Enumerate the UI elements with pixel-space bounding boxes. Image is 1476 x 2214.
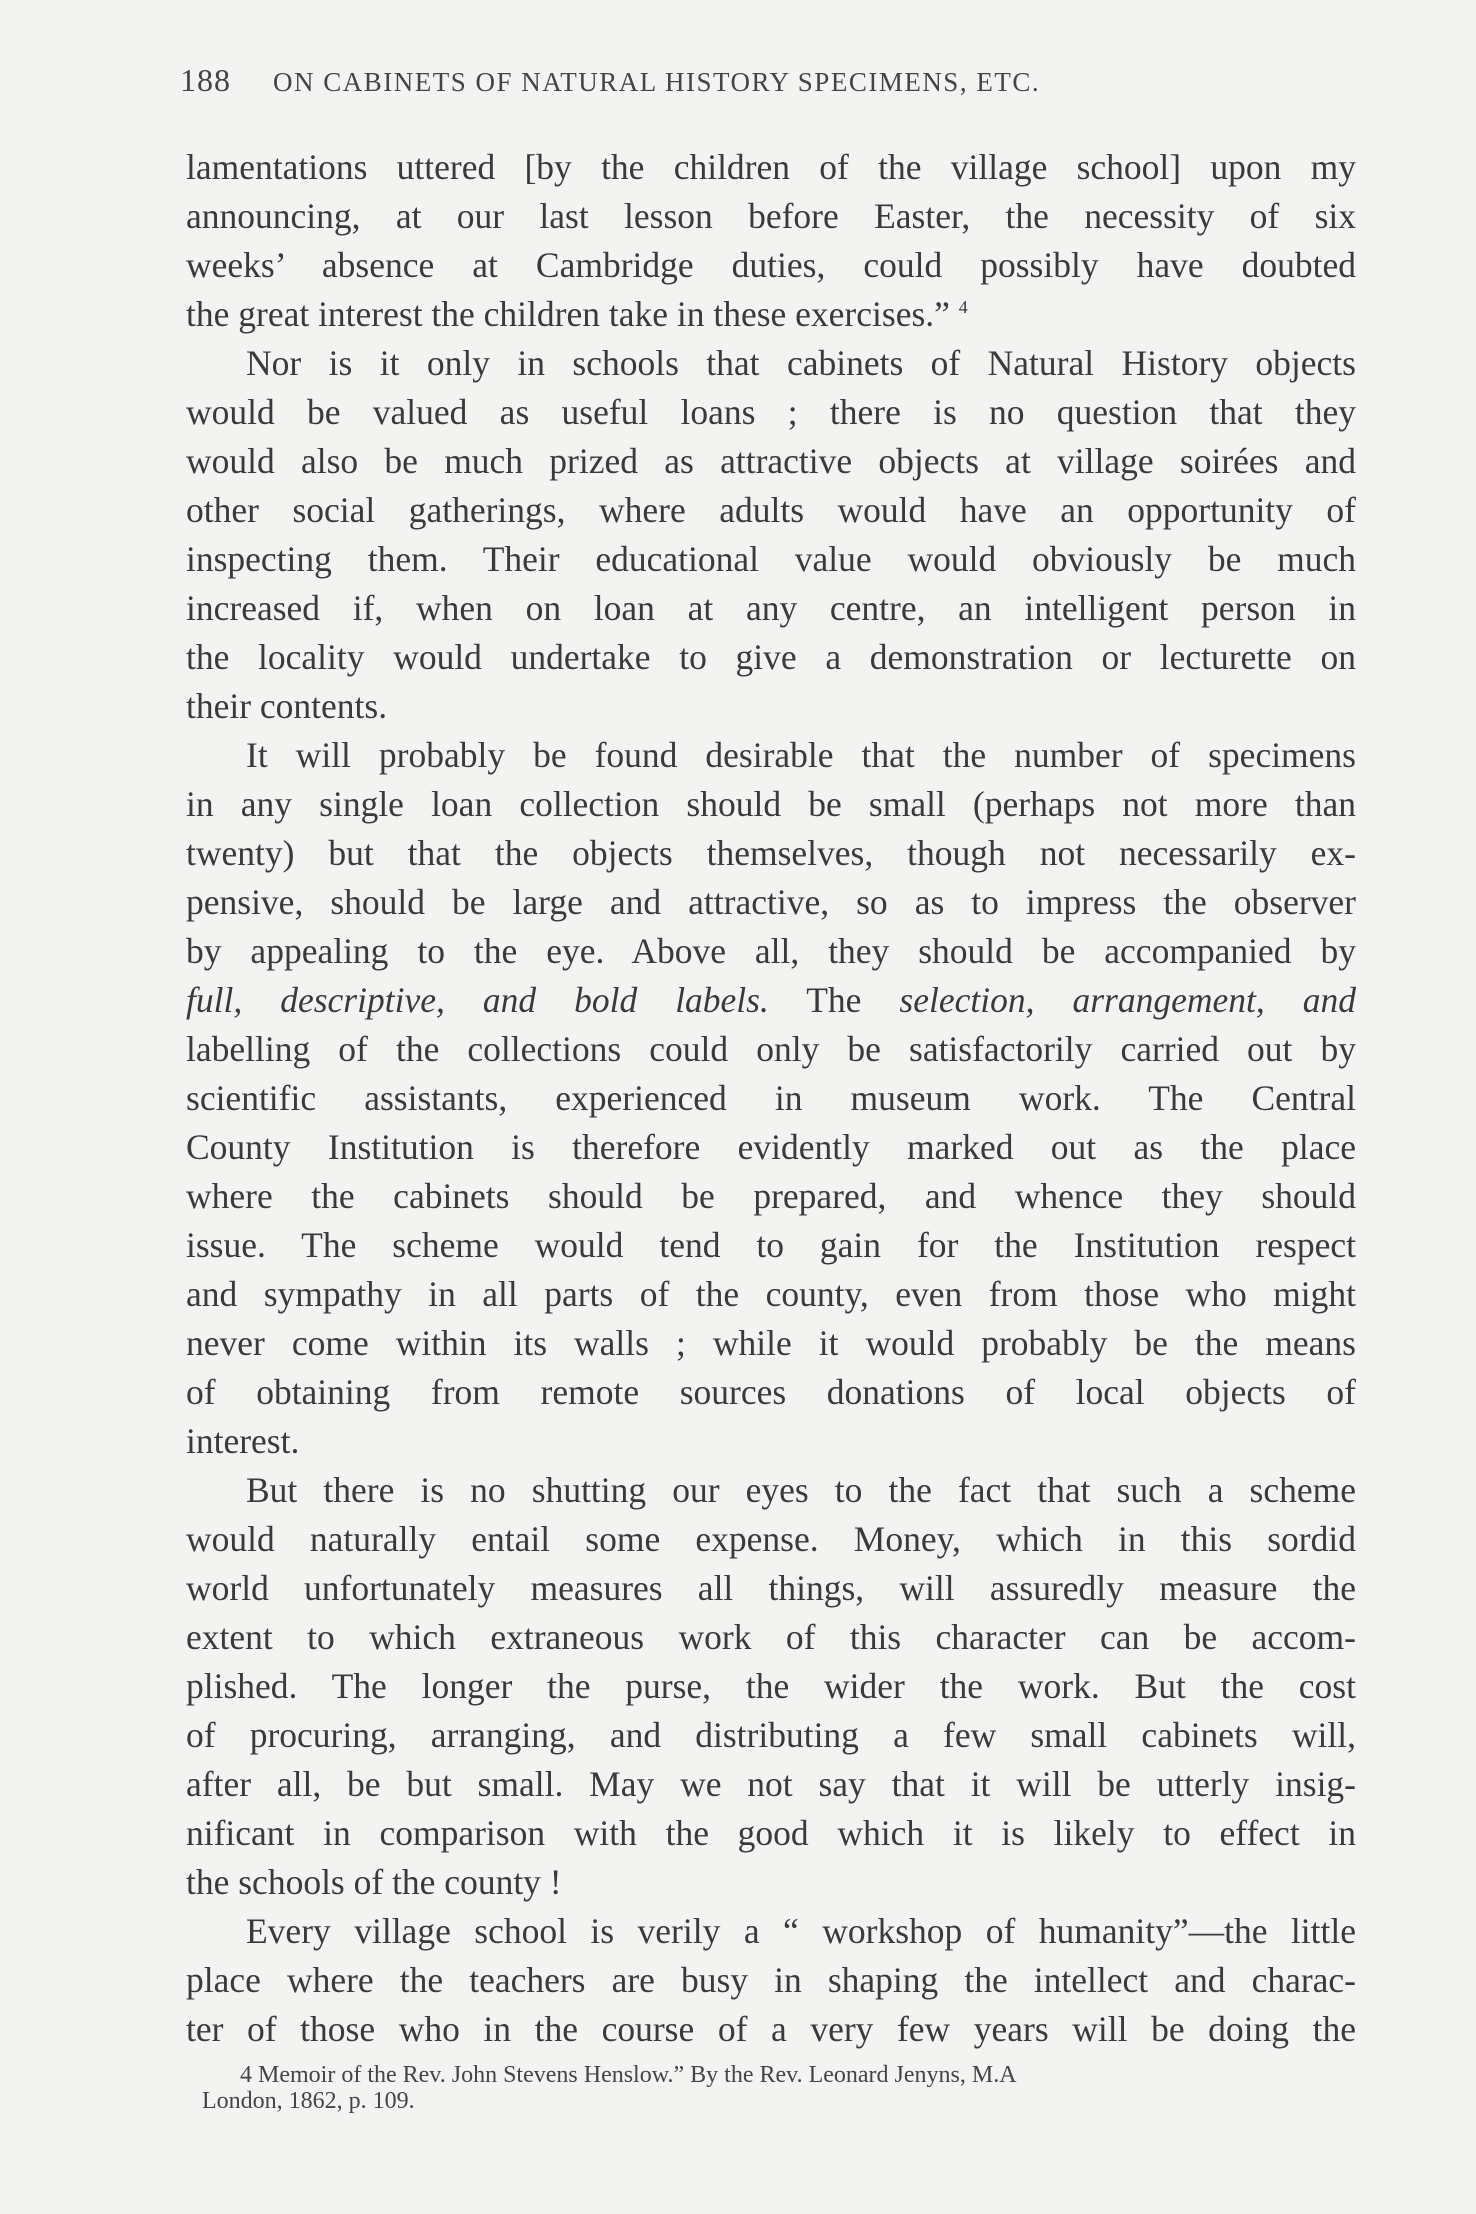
text-line: scientific assistants, experienced in museum work. The Central [186, 1078, 1356, 1118]
text-line: extent to which extraneous work of this character can be accom- [186, 1617, 1356, 1657]
text-line: of procuring, arranging, and distributing a few small cabinets will, [186, 1715, 1356, 1755]
paragraph-4 [186, 1466, 1356, 1907]
text-line: labelling of the collections could only be satisfactorily carried out by [186, 1029, 1356, 1069]
running-title: ON CABINETS OF NATURAL HISTORY SPECIMENS, ETC. [273, 67, 1041, 97]
text-line: would be valued as useful loans ; there is no question that they [186, 392, 1356, 432]
text-line: But there is no shutting our eyes to the fact that such a scheme [246, 1470, 1356, 1510]
text-line: after all, be but small. May we not say that it will be utterly insig- [186, 1764, 1356, 1804]
text-line: Nor is it only in schools that cabinets of Natural History objects [246, 343, 1356, 383]
text-line: Every village school is verily a “ workshop of humanity”—the little [246, 1911, 1356, 1951]
running-header [180, 62, 1360, 99]
text-line: It will probably be found desirable that the number of specimens [246, 735, 1356, 775]
italic-text: full, descriptive, and bold labels. [186, 980, 769, 1020]
text-line: plished. The longer the purse, the wider the work. But the cost [186, 1666, 1356, 1706]
text-line: issue. The scheme would tend to gain for the Institution respect [186, 1225, 1356, 1265]
text-line: place where the teachers are busy in shaping the intellect and charac- [186, 1960, 1356, 2000]
text-line [186, 290, 1356, 339]
text-line: world unfortunately measures all things, will assuredly measure the [186, 1568, 1356, 1608]
italic-text: selection, arrangement, and [899, 980, 1356, 1020]
paragraph-5 [186, 1907, 1356, 2054]
text-line: County Institution is therefore evidently marked out as the place [186, 1127, 1356, 1167]
paragraph-1 [186, 143, 1356, 339]
text-line: nificant in comparison with the good which it is likely to effect in [186, 1813, 1356, 1853]
paragraph-2 [186, 339, 1356, 731]
text-line: lamentations uttered [by the children of the village school] upon my [186, 147, 1356, 187]
footnote-line: 4 Memoir of the Rev. John Stevens Henslow.” By the Rev. Leonard Jenyns, M.A [240, 2062, 1017, 2088]
text-line: in any single loan collection should be small (perhaps not more than [186, 784, 1356, 824]
text-line: pensive, should be large and attractive, so as to impress the observer [186, 882, 1356, 922]
text-line: other social gatherings, where adults would have an opportunity of [186, 490, 1356, 530]
paragraph-3 [186, 731, 1356, 1466]
text-line: interest. [186, 1421, 300, 1461]
roman-text: The [768, 980, 900, 1020]
text-line-italic [186, 976, 1356, 1025]
text-line: inspecting them. Their educational value would obviously be much [186, 539, 1356, 579]
page-number: 188 [180, 62, 231, 98]
text-line: would naturally entail some expense. Money, which in this sordid [186, 1519, 1356, 1559]
text-line: by appealing to the eye. Above all, they should be accompanied by [186, 931, 1356, 971]
text-line: their contents. [186, 686, 388, 726]
text-line: twenty) but that the objects themselves, though not necessarily ex- [186, 833, 1356, 873]
text-line: ter of those who in the course of a very few years will be doing the [186, 2009, 1356, 2049]
text-line: the locality would undertake to give a demonstration or lecturette on [186, 637, 1356, 677]
text-line: would also be much prized as attractive objects at village soirées and [186, 441, 1356, 481]
text-line: weeks’ absence at Cambridge duties, could possibly have doubted [186, 245, 1356, 285]
text-line-content: the great interest the children take in these exercises.” [186, 294, 950, 334]
footnote [202, 2062, 1352, 2114]
text-line: increased if, when on loan at any centre, an intelligent person in [186, 588, 1356, 628]
text-line: announcing, at our last lesson before Easter, the necessity of six [186, 196, 1356, 236]
footnote-line: London, 1862, p. 109. [202, 2088, 415, 2114]
text-line: the schools of the county ! [186, 1862, 562, 1902]
footnote-reference: 4 [958, 297, 968, 318]
text-line: of obtaining from remote sources donations of local objects of [186, 1372, 1356, 1412]
text-line: and sympathy in all parts of the county, even from those who might [186, 1274, 1356, 1314]
text-line: where the cabinets should be prepared, and whence they should [186, 1176, 1356, 1216]
text-line: never come within its walls ; while it would probably be the means [186, 1323, 1356, 1363]
body-text [186, 143, 1356, 2054]
